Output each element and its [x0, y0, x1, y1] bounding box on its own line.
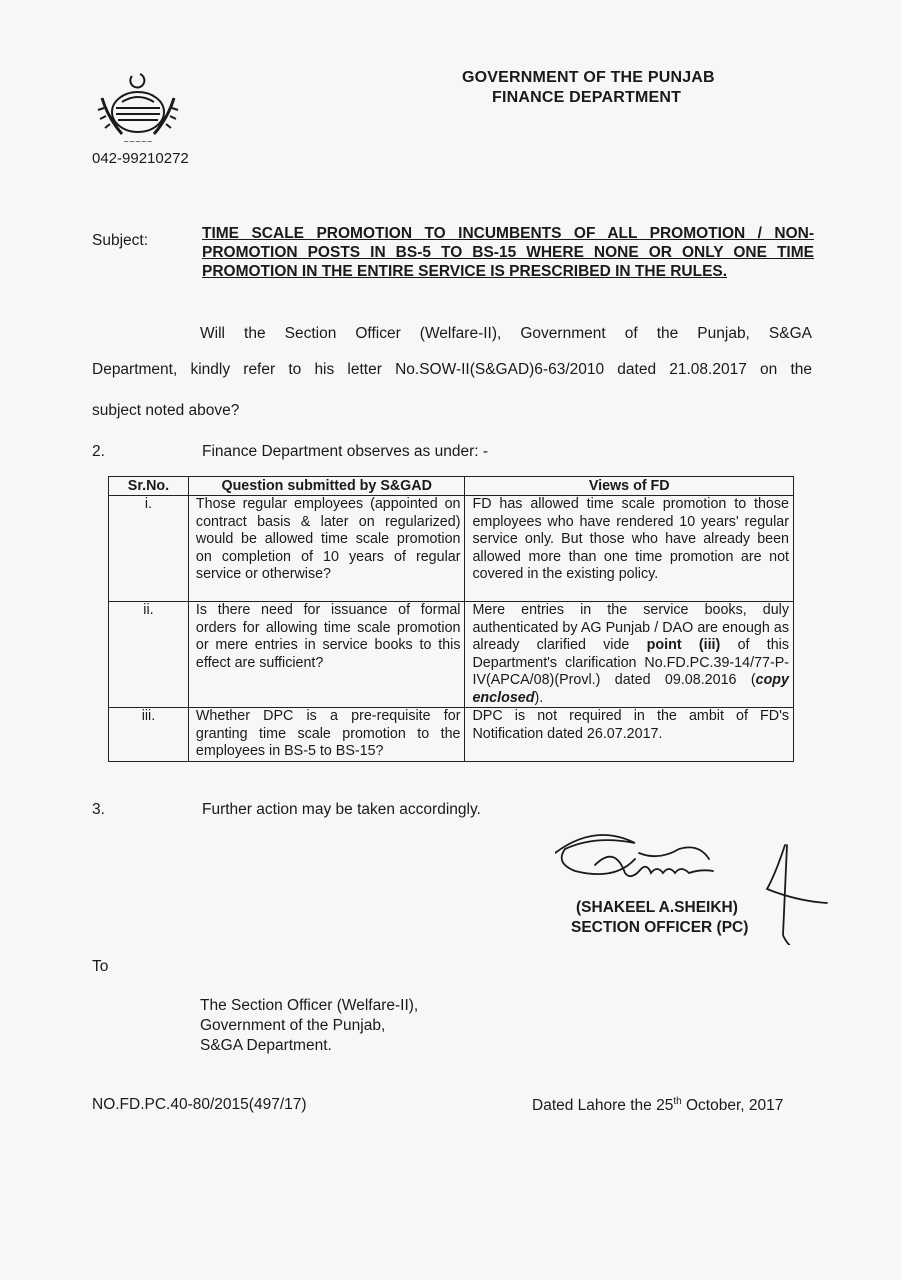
table-row [109, 708, 794, 762]
address-line: S&GA Department. [200, 1037, 332, 1054]
views-text: ). [534, 689, 544, 706]
punjab-emblem-icon [92, 68, 184, 148]
table-row [109, 602, 794, 708]
row-views: FD has allowed time scale promotion to those employees who have rendered 10 years' regular service only. But those who have already been allowed more than one time promotion are not covered in the existing policy. [465, 496, 794, 602]
subject-label: Subject: [92, 232, 149, 249]
header-views: Views of FD [465, 477, 794, 496]
reference-number: NO.FD.PC.40-80/2015(497/17) [92, 1096, 307, 1113]
date-line [532, 1096, 783, 1115]
paragraph-3-number: 3. [92, 801, 105, 818]
table-header-row [109, 477, 794, 496]
date-ordinal: th [673, 1096, 682, 1107]
phone-number: 042-99210272 [92, 150, 189, 167]
svg-text:~~~~~: ~~~~~ [123, 138, 153, 146]
paragraph-2-text: Finance Department observes as under: - [202, 443, 489, 460]
row-views [465, 602, 794, 708]
signatory-name: (SHAKEEL A.SHEIKH) [576, 899, 738, 916]
row-sr: i. [109, 496, 189, 602]
header-sr-no: Sr.No. [109, 477, 189, 496]
row-question: Is there need for issuance of formal orders for allowing time scale promotion or mere entries in service books to this effect are sufficient? [188, 602, 465, 708]
signatory-block [571, 898, 749, 938]
row-sr: iii. [109, 708, 189, 762]
row-sr: ii. [109, 602, 189, 708]
department-title: FINANCE DEPARTMENT [492, 89, 682, 106]
to-label: To [92, 958, 109, 975]
date-suffix: October, 2017 [681, 1097, 784, 1115]
government-title: GOVERNMENT OF THE PUNJAB [462, 69, 715, 86]
address-line: The Section Officer (Welfare-II), [200, 997, 419, 1014]
views-text: Mere entries in the service books, duly authenticated by AG Punjab / DAO are enough as already clarified vide [472, 602, 789, 653]
views-emphasis: copy enclosed [472, 672, 789, 706]
row-views: DPC is not required in the ambit of FD's Notification dated 26.07.2017. [465, 708, 794, 762]
header-question: Question submitted by S&GAD [188, 477, 465, 496]
subject-text: TIME SCALE PROMOTION TO INCUMBENTS OF ALL PROMOTION / NON-PROMOTION POSTS IN BS-5 TO BS-15 WHERE NONE OR ONLY ONE TIME PROMOTION IN THE ENTIRE SERVICE IS PRESCRIBED IN THE RULES. [202, 225, 814, 280]
row-question: Those regular employees (appointed on contract basis & later on regularized) would be allowed time scale promotion on completion of 10 years of regular service or otherwise? [188, 496, 465, 602]
paragraph-2-number: 2. [92, 443, 105, 460]
views-table [108, 476, 794, 762]
views-emphasis: point (iii) [646, 637, 721, 653]
letterhead [462, 68, 715, 108]
table-row [109, 496, 794, 602]
paragraph-1-line-1: Will the Section Officer (Welfare-II), Government of the Punjab, S&GA [200, 325, 812, 342]
address-line: Government of the Punjab, [200, 1017, 386, 1034]
paragraph-1-line-2: Department, kindly refer to his letter No.SOW-II(S&GAD)6-63/2010 dated 21.08.2017 on the [92, 361, 812, 378]
paragraph-3-text: Further action may be taken accordingly. [202, 801, 481, 818]
date-prefix: Dated Lahore the 25 [532, 1097, 674, 1115]
signatory-designation: SECTION OFFICER (PC) [571, 919, 749, 936]
paragraph-1-line-3: subject noted above? [92, 402, 240, 419]
row-question: Whether DPC is a pre-requisite for granting time scale promotion to the employees in BS-5 to BS-15? [188, 708, 465, 762]
views-text: of this Department's clarification No.FD.PC.39-14/77-P-IV(APCA/08)(Provl.) dated 09.08.2016 ( [472, 637, 789, 688]
recipient-address [200, 996, 418, 1056]
